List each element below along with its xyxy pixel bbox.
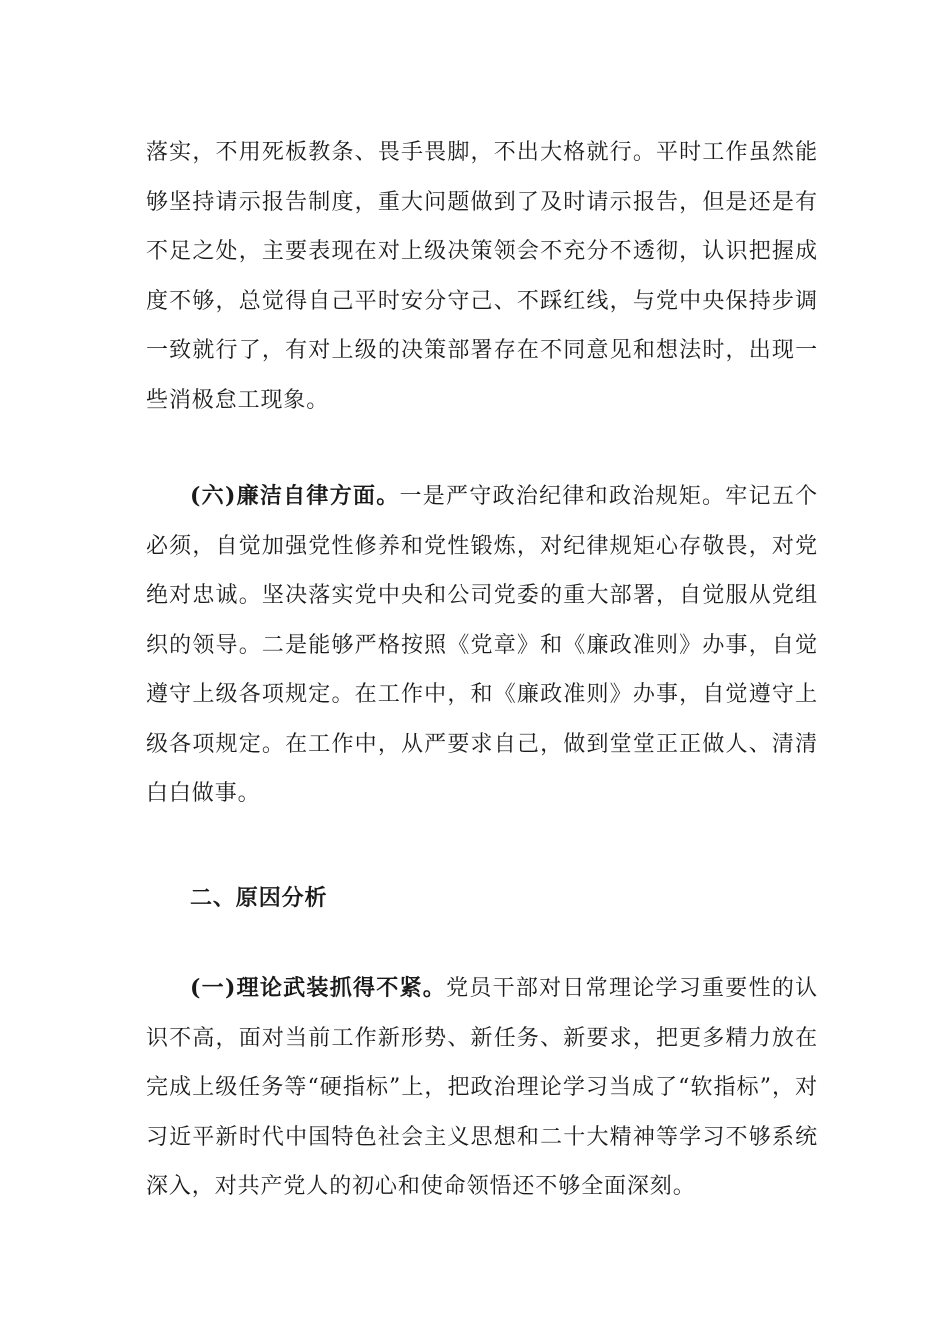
body-paragraph xyxy=(146,964,818,1212)
paragraph-heading: (六)廉洁自律方面。 xyxy=(190,483,400,509)
paragraph-heading: (一)理论武装抓得不紧。 xyxy=(190,975,447,1001)
paragraph-text: 落实，不用死板教条、畏手畏脚，不出大格就行。平时工作虽然能够坚持请示报告制度，重大问题做到了及时请示报告，但是还是有不足之处，主要表现在对上级决策领会不充分不透彻，认识把握成度不够，总觉得自己平时安分守己、不踩红线，与党中央保持步调一致就行了，有对上级的决策部署存在不同意见和想法时，出现一些消极怠工现象。 xyxy=(146,140,818,413)
body-paragraph xyxy=(146,128,818,425)
paragraph-text: 党员干部对日常理论学习重要性的认识不高，面对当前工作新形势、新任务、新要求，把更多精力放在完成上级任务等“硬指标”上，把政治理论学习当成了“软指标”，对习近平新时代中国特色社会主义思想和二十大精神等学习不够系统深入，对共产党人的初心和使命领悟还不够全面深刻。 xyxy=(146,976,819,1199)
body-paragraph xyxy=(146,472,818,819)
paragraph-text: 一是严守政治纪律和政治规矩。牢记五个必须，自觉加强党性修养和党性锻炼，对纪律规矩心存敬畏，对党绝对忠诚。坚决落实党中央和公司党委的重大部署，自觉服从党组织的领导。二是能够严格按照《党章》和《廉政准则》办事，自觉遵守上级各项规定。在工作中，和《廉政准则》办事，自觉遵守上级各项规定。在工作中，从严要求自己，做到堂堂正正做人、清清白白做事。 xyxy=(146,484,818,806)
section-heading: 二、原因分析 xyxy=(190,885,328,911)
